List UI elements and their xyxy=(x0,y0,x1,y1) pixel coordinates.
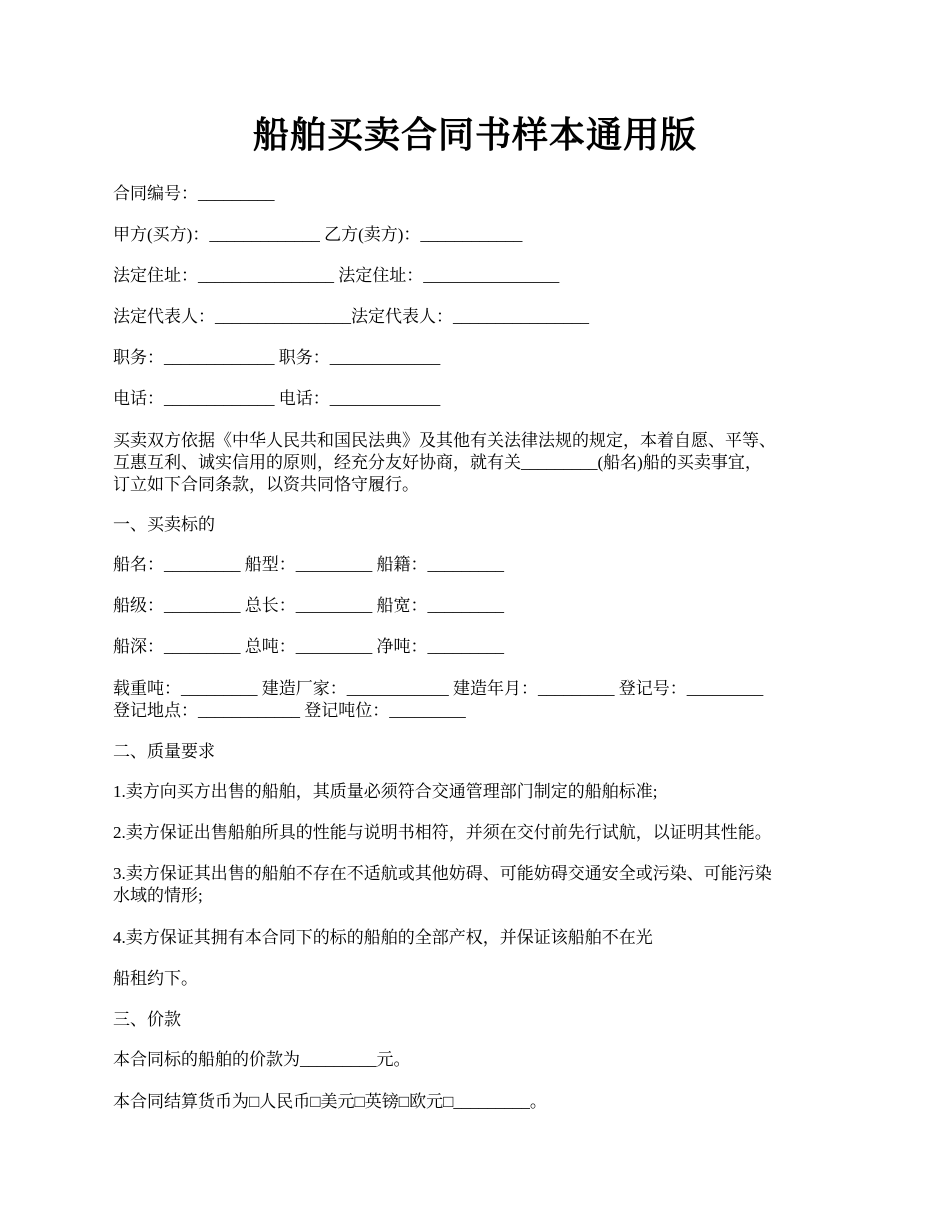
quality-item-3b: 水域的情形; xyxy=(113,886,203,905)
quality-item-3a: 3.卖方保证其出售的船舶不存在不适航或其他妨碍、可能妨碍交通安全或污染、可能污染 xyxy=(113,864,772,883)
currency-line: 本合同结算货币为□人民币□美元□英镑□欧元□_________。 xyxy=(113,1092,547,1111)
parties-line: 甲方(买方)：_____________ 乙方(卖方)：____________ xyxy=(113,225,523,244)
positions-line: 职务：_____________ 职务：_____________ xyxy=(113,348,441,367)
subject-row-4b: 登记地点：____________ 登记吨位：_________ xyxy=(113,701,466,720)
subject-row-1: 船名：_________ 船型：_________ 船籍：_________ xyxy=(113,555,504,574)
quality-item-4b: 船租约下。 xyxy=(113,969,198,988)
contract-number-line: 合同编号：_________ xyxy=(113,184,275,203)
section-heading: 一、买卖标的 xyxy=(113,515,215,534)
preamble-line-2: 互惠互利、诚实信用的原则，经充分友好协商，就有关_________(船名)船的买卖事宜， xyxy=(113,453,762,472)
subject-row-3: 船深：_________ 总吨：_________ 净吨：_________ xyxy=(113,637,504,656)
subject-row-2: 船级：_________ 总长：_________ 船宽：_________ xyxy=(113,596,504,615)
representatives-line: 法定代表人：________________法定代表人：________________ xyxy=(113,307,589,326)
preamble-line-1: 买卖双方依据《中华人民共和国民法典》及其他有关法律法规的规定，本着自愿、平等、 xyxy=(113,431,776,450)
quality-item-4a: 4.卖方保证其拥有本合同下的标的船舶的全部产权，并保证该船舶不在光 xyxy=(113,928,653,947)
price-line: 本合同标的船舶的价款为_________元。 xyxy=(113,1050,411,1069)
subject-row-4a: 载重吨：_________ 建造厂家：____________ 建造年月：_________ 登记号：_________ xyxy=(113,679,764,698)
phones-line: 电话：_____________ 电话：_____________ xyxy=(113,389,441,408)
quality-item-2: 2.卖方保证出售船舶所具的性能与说明书相符，并须在交付前先行试航，以证明其性能。 xyxy=(113,823,772,842)
preamble-line-3: 订立如下合同条款，以资共同恪守履行。 xyxy=(113,475,419,494)
section-heading: 二、质量要求 xyxy=(113,742,215,761)
section-heading: 三、价款 xyxy=(113,1010,181,1029)
addresses-line: 法定住址：________________ 法定住址：________________ xyxy=(113,266,560,285)
document-title: 船舶买卖合同书样本通用版 xyxy=(252,115,697,155)
quality-item-1: 1.卖方向买方出售的船舶，其质量必须符合交通管理部门制定的船舶标准; xyxy=(113,782,658,801)
